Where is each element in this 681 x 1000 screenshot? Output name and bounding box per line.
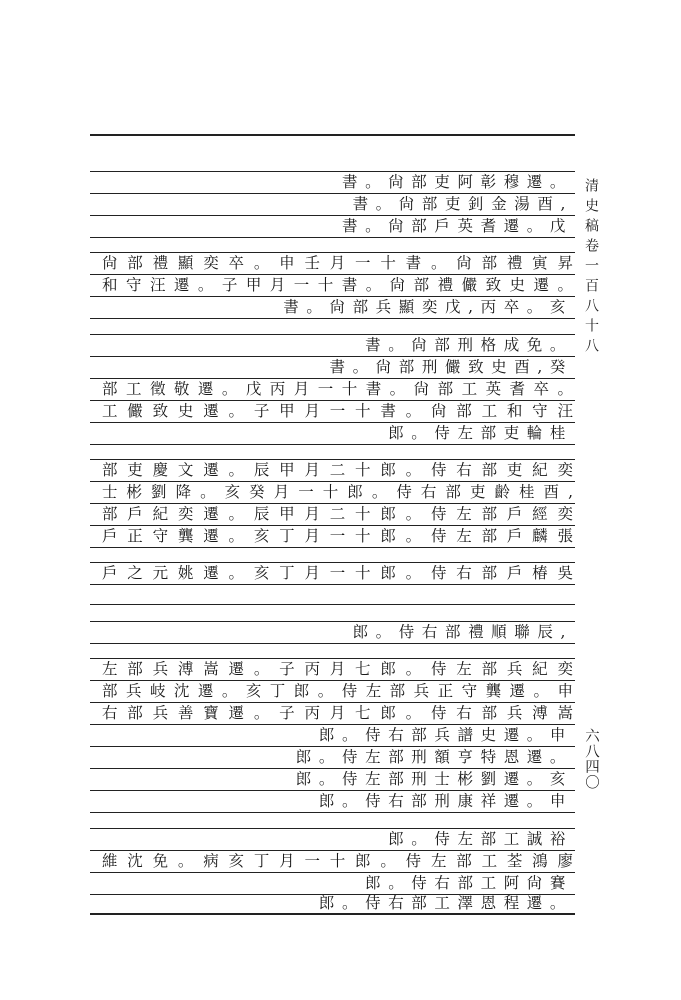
entry-row: 戶正守龔遷。亥丁月一十郎。侍左部戶麟張 xyxy=(102,527,573,545)
entry-row: 書。尙部吏阿彰穆遷。 xyxy=(341,173,573,191)
top-rule xyxy=(90,134,575,136)
entry-row: 士彬劉降。亥癸月一十郎。侍右部吏齡桂酉, xyxy=(102,483,573,501)
entry-row: 書。尙部戶英耆遷。戊 xyxy=(341,217,573,235)
row-rule xyxy=(90,318,575,319)
row-rule xyxy=(90,604,575,605)
entry-row: 書。尙部兵顯奕戊,丙卒。亥 xyxy=(283,298,573,316)
entry-row: 右部兵善寶遷。子丙月七郎。侍右部兵溥嵩 xyxy=(102,704,573,722)
entry-row: 郎。侍左部刑士彬劉遷。亥 xyxy=(295,770,573,788)
entry-row: 郎。侍右部刑康祥遷。申 xyxy=(318,792,573,810)
entry-row: 郎。侍左部刑額亨特恩遷。 xyxy=(295,748,573,766)
entry-row: 左部兵溥嵩遷。子丙月七郎。侍左部兵紀奕 xyxy=(102,660,573,678)
row-rule xyxy=(90,237,575,238)
page-number: 六八四〇 xyxy=(583,728,599,790)
entry-row: 書。尙部吏釗金湯酉, xyxy=(352,195,573,213)
entry-row: 郎。侍左部吏輪桂 xyxy=(388,424,573,442)
entry-row: 郎。侍右部禮順聯辰, xyxy=(352,623,573,641)
row-rule xyxy=(90,547,575,548)
entry-row: 尙部禮顯奕卒。申壬月一十書。尙部禮寅昇 xyxy=(102,254,573,272)
entry-row: 工儼致史遷。子甲月一十書。尙部工和守汪 xyxy=(102,402,573,420)
entry-row: 部戶紀奕遷。辰甲月二十郎。侍左部戶經奕 xyxy=(102,505,573,523)
entry-row: 和守汪遷。子甲月一十書。尙部禮儼致史遷。 xyxy=(102,276,573,294)
row-rule xyxy=(90,584,575,585)
entry-row: 戶之元姚遷。亥丁月一十郎。侍右部戶椿吳 xyxy=(102,564,573,582)
entry-row: 部吏慶文遷。辰甲月二十郎。侍右部吏紀奕 xyxy=(102,461,573,479)
bottom-rule xyxy=(90,913,575,915)
row-rule xyxy=(90,643,575,644)
row-rule xyxy=(90,812,575,813)
entry-row: 書。尙部刑格成免。 xyxy=(365,336,573,354)
entry-row: 郎。侍右部工澤恩程遷。 xyxy=(318,894,573,912)
entry-row: 郎。侍右部工阿尙賽 xyxy=(365,874,573,892)
entry-row: 書。尙部刑儼致史酉,癸 xyxy=(329,358,573,376)
entry-row: 部工徵敬遷。戊丙月一十書。尙部工英耆卒。 xyxy=(102,380,573,398)
entry-row: 部兵岐沈遷。亥丁郎。侍左部兵正守龔遷。申 xyxy=(102,682,573,700)
entry-row: 維沈免。病亥丁月一十郎。侍左部工荃鴻廖 xyxy=(102,852,573,870)
row-rule xyxy=(90,444,575,445)
entry-row: 郎。侍右部兵譜史遷。申 xyxy=(318,726,573,744)
running-header: 清史稿卷一百八十八 xyxy=(583,178,599,358)
entry-row: 郎。侍左部工誠裕 xyxy=(388,830,573,848)
